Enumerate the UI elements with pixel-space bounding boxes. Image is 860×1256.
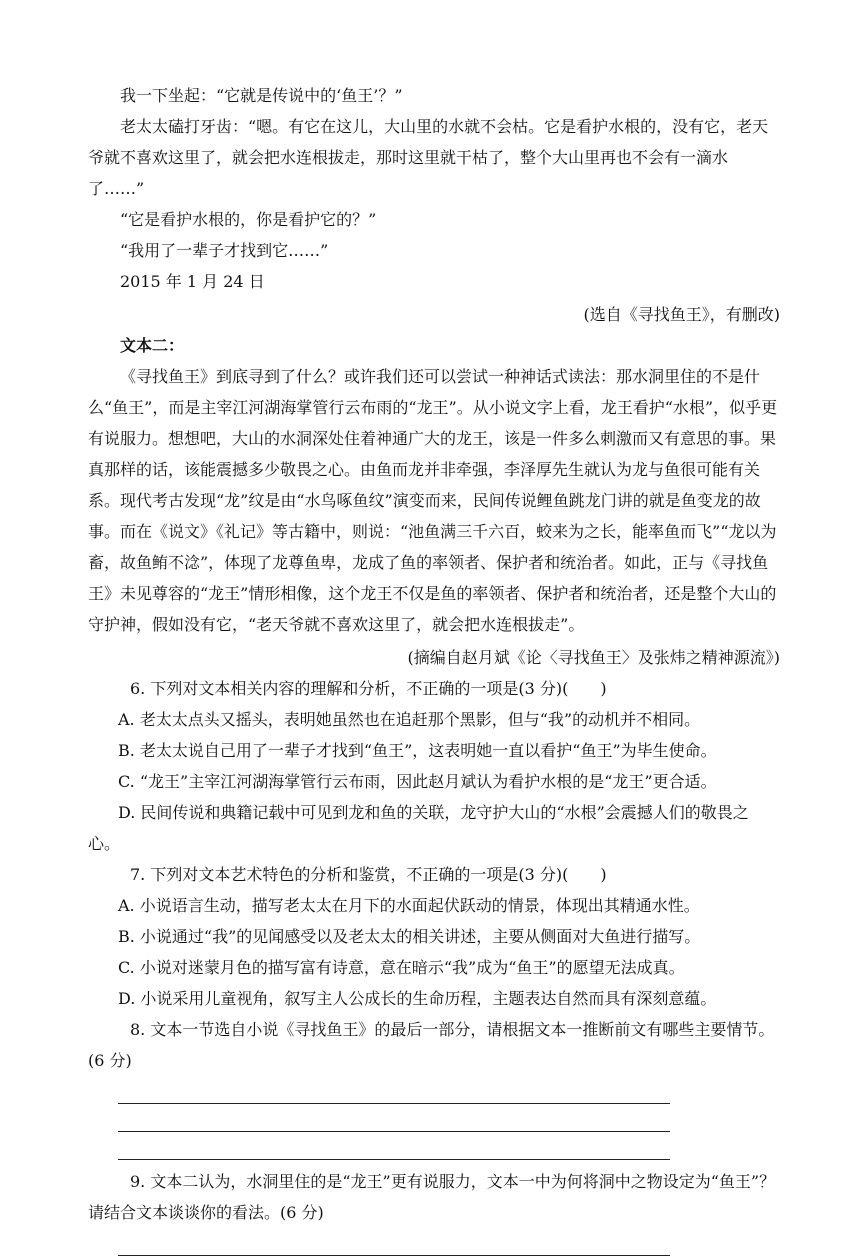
question-9 bbox=[88, 1166, 780, 1256]
question-7-option-d: D. 小说采用儿童视角，叙写主人公成长的生命历程，主题表达自然而具有深刻意蕴。 bbox=[118, 989, 717, 1008]
text2-source: (摘编自赵月斌《论〈寻找鱼王〉及张炜之精神源流》) bbox=[407, 648, 780, 667]
text2-heading: 文本二： bbox=[120, 336, 185, 355]
question-6-option-a: A. 老太太点头又摇头，表明她虽然也在追赶那个黑影，但与“我”的动机并不相同。 bbox=[118, 710, 701, 729]
answer-line[interactable] bbox=[118, 1076, 670, 1104]
question-8-stem: 8. 文本一节选自小说《寻找鱼王》的最后一部分，请根据文本一推断前文有哪些主要情节。(6 分) bbox=[88, 1020, 775, 1070]
question-7-option-a: A. 小说语言生动，描写老太太在月下的水面起伏跃动的情景，体现出其精通水性。 bbox=[118, 896, 700, 915]
answer-line[interactable] bbox=[118, 1228, 670, 1256]
question-7-stem: 7. 下列对文本艺术特色的分析和鉴赏，不正确的一项是(3 分)( ) bbox=[130, 865, 607, 884]
question-7 bbox=[88, 859, 780, 1014]
text1-paragraph-1: 我一下坐起：“它就是传说中的‘鱼王’？” bbox=[120, 86, 403, 105]
text1-date: 2015 年 1 月 24 日 bbox=[120, 272, 265, 291]
text1-paragraph-2: 老太太磕打牙齿：“嗯。有它在这儿，大山里的水就不会枯。它是看护水根的，没有它，老天爷就不喜欢这里了，就会把水连根拔走，那时这里就干枯了，整个大山里再也不会有一滴水了……” bbox=[88, 117, 769, 198]
question-6-option-b: B. 老太太说自己用了一辈子才找到“鱼王”，这表明她一直以看护“鱼王”为毕生使命。 bbox=[118, 741, 717, 760]
text1-section bbox=[88, 80, 780, 330]
text2-body: 《寻找鱼王》到底寻到了什么？或许我们还可以尝试一种神话式读法：那水洞里住的不是什么“鱼王”，而是主宰江河湖海掌管行云布雨的“龙王”。从小说文字上看，龙王看护“水根”，似乎更有说服力。想想吧，大山的水洞深处住着神通广大的龙王，该是一件多么刺激而又有意思的事。果真那样的话，该能震撼多少敬畏之心。由鱼而龙并非牵强，李泽厚先生就认为龙与鱼很可能有关系。现代考古发现“龙”纹是由“水鸟啄鱼纹”演变而来，民间传说鲤鱼跳龙门讲的就是鱼变龙的故事。而在《说文》《礼记》等古籍中，则说：“池鱼满三千六百，蛟来为之长，能率鱼而飞”“龙以为畜，故鱼鲔不淰”，体现了龙尊鱼卑，龙成了鱼的率领者、保护者和统治者。如此，正与《寻找鱼王》未见尊容的“龙王”情形相像，这个龙王不仅是鱼的率领者、保护者和统治者，还是整个大山的守护神，假如没有它，“老天爷就不喜欢这里了，就会把水连根拔走”。 bbox=[88, 367, 778, 634]
question-9-stem: 9. 文本二认为，水洞里住的是“龙王”更有说服力，文本一中为何将洞中之物设定为“鱼王”？请结合文本谈谈你的看法。(6 分) bbox=[88, 1172, 776, 1222]
question-6-option-d: D. 民间传说和典籍记载中可见到龙和鱼的关联，龙守护大山的“水根”会震撼人们的敬畏之心。 bbox=[88, 803, 749, 853]
question-8 bbox=[88, 1014, 780, 1160]
text1-paragraph-4: “我用了一辈子才找到它……” bbox=[120, 241, 329, 260]
question-6-stem: 6. 下列对文本相关内容的理解和分析，不正确的一项是(3 分)( ) bbox=[130, 679, 607, 698]
answer-line[interactable] bbox=[118, 1132, 670, 1160]
text2-section bbox=[88, 330, 780, 673]
text1-paragraph-3: “它是看护水根的，你是看护它的？” bbox=[120, 210, 377, 229]
question-6 bbox=[88, 673, 780, 859]
question-7-option-c: C. 小说对迷蒙月色的描写富有诗意，意在暗示“我”成为“鱼王”的愿望无法成真。 bbox=[118, 958, 685, 977]
question-7-option-b: B. 小说通过“我”的见闻感受以及老太太的相关讲述，主要从侧面对大鱼进行描写。 bbox=[118, 927, 701, 946]
question-6-option-c: C. “龙王”主宰江河湖海掌管行云布雨，因此赵月斌认为看护水根的是“龙王”更合适。 bbox=[118, 772, 717, 791]
text1-source: (选自《寻找鱼王》，有删改) bbox=[583, 305, 780, 324]
answer-line[interactable] bbox=[118, 1104, 670, 1132]
